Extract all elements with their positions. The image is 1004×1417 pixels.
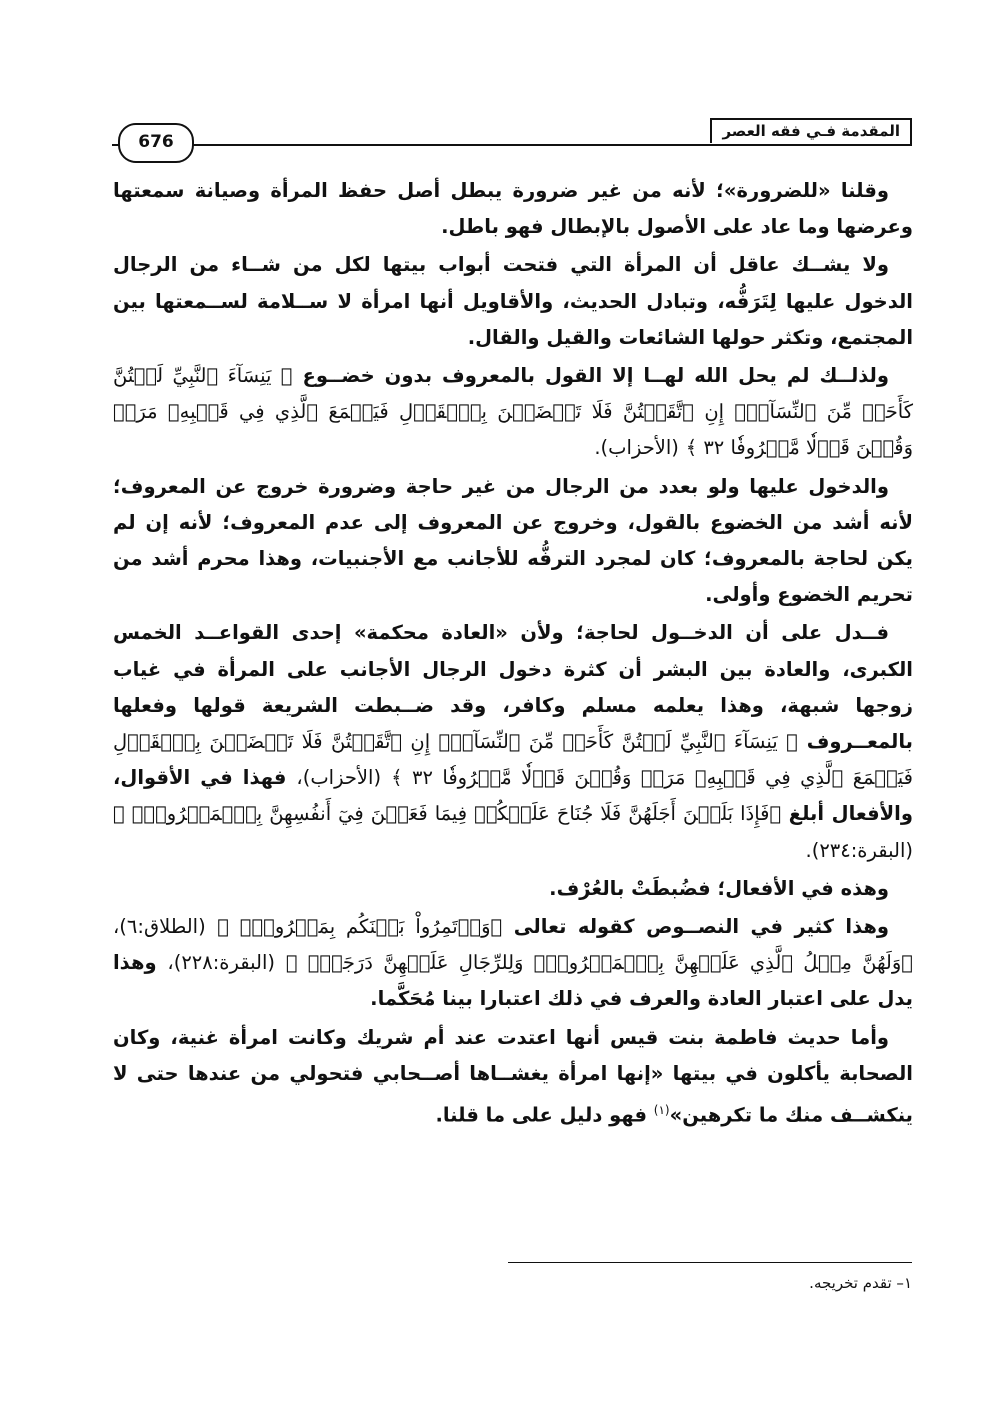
verse-reference: (البقرة:٢٢٨)، — [167, 951, 275, 975]
quran-verse: ﴿ يَنِسَآءَ ٱلنَّبِيِّ لَسۡتُنَّ كَأَحَدٖ مِّنَ ٱلنِّسَآءِۚ إِنِ ٱتَّقَيۡتُنَّ فَلَا تَخۡضَعۡنَ بِٱلۡقَوۡلِ فَيَطۡمَعَ ٱلَّذِي فِي قَلۡبِهِۦ مَرَضٞ وَقُلۡنَ قَوۡلٗا مَّعۡرُوفٗا ٣٢ ﴾ — [113, 364, 913, 460]
quran-verse: ﴿ يَنِسَآءَ ٱلنَّبِيِّ لَسۡتُنَّ كَأَحَدٖ مِّنَ ٱلنِّسَآءِۚ إِنِ ٱتَّقَيۡتُنَّ فَلَا تَخۡضَعۡنَ بِٱلۡقَوۡلِ فَيَطۡمَعَ ٱلَّذِي فِي قَلۡبِهِۦ مَرَضٞ وَقُلۡنَ قَوۡلٗا مَّعۡرُوفٗا ٣٢ ﴾ — [113, 730, 913, 790]
page-number: 676 — [118, 123, 194, 163]
quran-verse: ﴿فَإِذَا بَلَغۡنَ أَجَلَهُنَّ فَلَا جُنَاحَ عَلَيۡكُمۡ فِيمَا فَعَلۡنَ فِيٓ أَنفُسِهِنَّ بِٱلۡمَعۡرُوفِۗ ﴾ — [113, 802, 782, 826]
header-rule — [112, 144, 912, 146]
verse-reference: (الطلاق:٦)، — [113, 915, 206, 939]
page-body — [113, 173, 913, 1136]
paragraph-5 — [113, 615, 913, 868]
paragraph-3 — [113, 358, 913, 467]
verse-reference: (الأحزاب)، — [296, 766, 382, 790]
paragraph-text: ولا يشــك عاقل أن المرأة التي فتحت أبواب بيتها لكل من شــاء من الرجال الدخول عليها لِتَرَفُّه، وتبادل الحديث، والأقاويل أنها امرأة لا ســلامة لســمعتها بين المجتمع، وتكثر حولها الشائعات والقيل والقال. — [113, 253, 913, 349]
footnote-marker[interactable]: (١) — [653, 1103, 670, 1118]
running-header — [112, 118, 912, 152]
book-title: المقدمة فـي فقه العصر — [710, 118, 912, 143]
paragraph-text: وهذا كثير في النصــوص كقوله تعالى — [513, 915, 889, 939]
paragraph-2 — [113, 247, 913, 356]
paragraph-text: ولذلــك لم يحل الله لهــا إلا القول بالمعروف بدون خضــوع — [302, 364, 889, 388]
paragraph-text: وقلنا «للضرورة»؛ لأنه من غير ضرورة يبطل أصل حفظ المرأة وصيانة سمعتها وعرضها وما عاد على الأصول بالإبطال فهو باطل. — [113, 179, 913, 239]
verse-reference: (الأحزاب). — [594, 436, 679, 460]
paragraph-text: وهذا يدل على اعتبار العادة والعرف في ذلك اعتبارا بينا مُحَكَّما. — [113, 951, 913, 1011]
paragraph-8 — [113, 1020, 913, 1134]
paragraph-text: وأما حديث فاطمة بنت قيس أنها اعتدت عند أم شريك وكانت امرأة غنية، وكان الصحابة يأكلون في بيتها «إنها امرأة يغشــاها أصــحابي فتحولي من عندها حتى لا ينكشــف منك ما تكرهين» — [113, 1025, 913, 1127]
paragraph-1 — [113, 173, 913, 245]
verse-reference: (البقرة:٢٣٤). — [805, 838, 913, 862]
quran-verse: ﴿وَأۡتَمِرُواْ بَيۡنَكُم بِمَعۡرُوفٖۖ ﴾ — [217, 915, 503, 939]
paragraph-6 — [113, 871, 913, 907]
footnote-separator — [508, 1262, 912, 1263]
paragraph-7 — [113, 909, 913, 1018]
paragraph-text: والدخول عليها ولو بعدد من الرجال من غير حاجة وضرورة خروج عن المعروف؛ لأنه أشد من الخضوع بالقول، وخروج عن المعروف إلى عدم المعروف؛ لأنه إن لم يكن لحاجة بالمعروف؛ كان لمجرد الترفُّه للأجانب مع الأجنبيات، وهذا محرم أشد من تحريم الخضوع وأولى. — [113, 474, 913, 607]
paragraph-text: فــدل على أن الدخــول لحاجة؛ ولأن «العادة محكمة» إحدى القواعــد الخمس الكبرى، والعادة بين البشر أن كثرة دخول الرجال الأجانب على المرأة في غياب زوجها شبهة، وهذا يعلمه مسلم وكافر، وقد ضــبطت الشريعة قولها وفعلها بالمعــروف — [113, 621, 913, 754]
paragraph-text: فهو دليل على ما قلنا. — [435, 1103, 647, 1127]
footnote: ١– تقدم تخريجه. — [809, 1274, 912, 1292]
paragraph-text: فهذا في الأقوال، والأفعال أبلغ — [113, 766, 913, 826]
quran-verse: ﴿وَلَهُنَّ مِثۡلُ ٱلَّذِي عَلَيۡهِنَّ بِٱلۡمَعۡرُوفِۚ وَلِلرِّجَالِ عَلَيۡهِنَّ دَرَجَةٞۗ ﴾ — [285, 951, 913, 975]
paragraph-4 — [113, 469, 913, 614]
paragraph-text: وهذه في الأفعال؛ فضُبطَتْ بالعُرْف. — [549, 876, 889, 900]
